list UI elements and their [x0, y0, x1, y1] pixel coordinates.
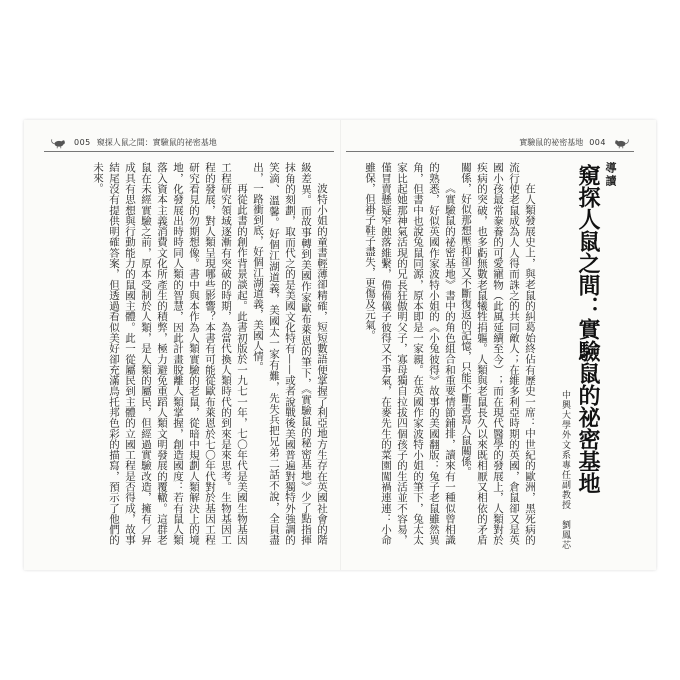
right-page-number: 004 — [589, 137, 606, 147]
rat-icon — [50, 133, 68, 151]
right-paragraph: 在人類發展史上，與老鼠的糾葛始終佔有歷史一席：中世紀的歐洲，黑死病的流行使老鼠成為人人得而誅之的共同敵人；在維多利亞時期的英國，倉鼠卻又是英國小孩最常豢養的可愛寵物（此風延續至今）；而在現代醫學的發展上，人類對於疾病的突破，也多虧無數老鼠犧牲捐軀。人類與老鼠長久以來既相厭又相依的矛盾關係，好似那想壓抑卻又不斷復返的記憶，只能不斷書寫人鼠關係。 — [460, 162, 536, 545]
right-paragraph: 《實驗鼠的祕密基地》書中的角色組合和重要情節鋪排，讀來有一種似曾相識的熟悉，好似英國作家波特小姐的《小兔彼得》故事的美國翻版：兔子老鼠雖然異角，但書中也說兔鼠同源，原本即是一家親。在英國作家波特小姐的筆下，兔太太家比起她那神氣活現的兄長狂傲明父子，寡母獨自拉拔四個孩子的生活並不容易，僅冒賣懸疑窄蝕落維繫，備備儀子彼得又不爭氣，在麥先生的菜園闖禍連連：小命雖保，但褂子鞋子盡失，更傷及元氣。 — [364, 162, 456, 545]
right-page-body — [356, 162, 538, 545]
left-paragraph: 波特小姐的童書輕薄卻精確，短短數語便掌握了利亞地方生存在英國社會的階級差異。而故事轉到美國作家歐布萊恩的筆下，《實驗鼠的秘密基地》少了點指揮抹角的刻劃，取而代之的是美國文化特有——或者說戰後美國普遍對獨特外強調的笑滴、溫馨。好個江湖道義，美國太一家有難，先失兵把兄弟二話不說，全員盡出，一路衝到底，好個江湖道義，美國人情。 — [252, 162, 328, 545]
left-page-header — [50, 134, 217, 150]
chapter-title-block — [546, 162, 618, 552]
left-page-number: 005 — [74, 137, 91, 147]
right-header-rule — [346, 151, 634, 152]
rat-icon — [612, 133, 630, 151]
right-page-header — [519, 134, 630, 150]
left-paragraph: 再從此書的創作背景談起。此書初版於一九七一年，七〇年代是美國生物基因工程研究領域逐漸有突破的時期，為當代換人類時代的到來是來思考。生物基因工程的發展，對人類呈現哪些影響？本書有可能從歐布萊恩於七〇年代對於基因工程研究看見的勿期想像。書中與本作為人類實驗的老鼠，從暗中規劃人類解決上的境地，化發展出時時同人類的智慧，因此計畫脫離人類掌握，創造國度：若有鼠人類落入資本主義消費文化所產生的積弊，極力避免重蹈人類文明發展的覆轍。這群老鼠在未經實驗之前，原本受制於人類，是人類的屬民，但經過實驗改造，擁有／昇成具有思想與行動能力的鼠國主體。此一從屬民到主體的立國工程是否得成，故事結尾沒有提供明確答案，但透過看似美好卻充滿鳥托邦色彩的描寫，預示了他們的未來。 — [92, 162, 248, 545]
left-header-rule — [44, 151, 334, 152]
right-running-title: 實驗鼠的祕密基地 — [519, 137, 584, 147]
chapter-title: 窺探人鼠之間：實驗鼠的祕密基地 — [575, 164, 600, 494]
author-credit: 中興大學外文系專任副教授 劉鳳芯 — [560, 390, 570, 550]
left-page-body — [52, 162, 330, 545]
book-gutter — [340, 120, 341, 570]
section-label: 導讀 — [604, 162, 617, 188]
left-running-title: 窺探人鼠之間：實驗鼠的祕密基地 — [96, 137, 217, 147]
